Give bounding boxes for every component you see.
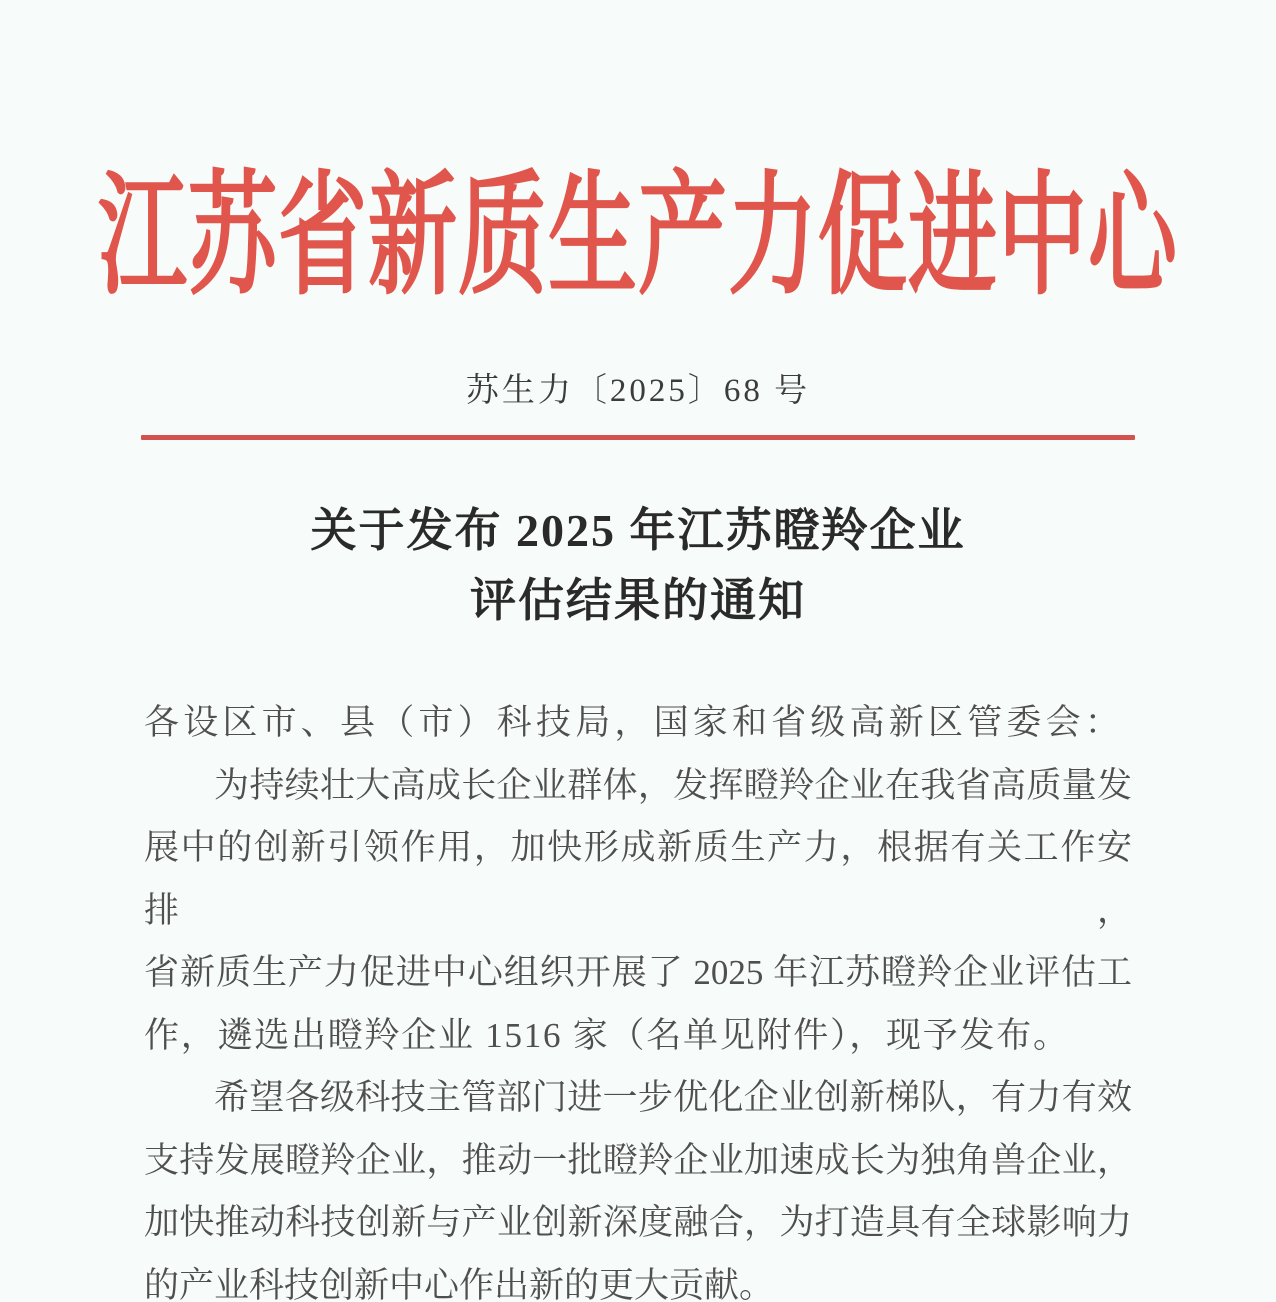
document-number: 苏生力〔2025〕68 号	[465, 373, 811, 409]
document-title	[0, 496, 1276, 636]
body-line: 省新质生产力促进中心组织开展了 2025 年江苏瞪羚企业评估工	[144, 953, 1132, 992]
body-line: 支持发展瞪羚企业，推动一批瞪羚企业加速成长为独角兽企业，	[144, 1140, 1132, 1180]
body-line: 展中的创新引领作用，加快形成新质生产力，根据有关工作安排，	[144, 828, 1132, 930]
agency-header	[0, 152, 1276, 312]
agency-name: 江苏省新质生产力促进中心	[98, 164, 1178, 312]
body-line: 作，遴选出瞪羚企业 1516 家（名单见附件），现予发布。	[144, 1015, 1070, 1055]
body-line: 为持续壮大高成长企业群体，发挥瞪羚企业在我省高质量发	[214, 765, 1132, 805]
body-line: 的产业科技创新中心作出新的更大贡献。	[144, 1265, 775, 1302]
red-separator-line	[141, 435, 1135, 440]
document-title-line-2: 评估结果的通知	[470, 575, 806, 626]
body-line: 加快推动科技创新与产业创新深度融合，为打造具有全球影响力	[144, 1203, 1132, 1242]
document-body	[144, 692, 1132, 1302]
document-title-line-1: 关于发布 2025 年江苏瞪羚企业	[310, 505, 966, 556]
body-line: 希望各级科技主管部门进一步优化企业创新梯队，有力有效	[214, 1078, 1132, 1117]
body-line-salutation: 各设区市、县（市）科技局，国家和省级高新区管委会：	[144, 703, 1125, 742]
